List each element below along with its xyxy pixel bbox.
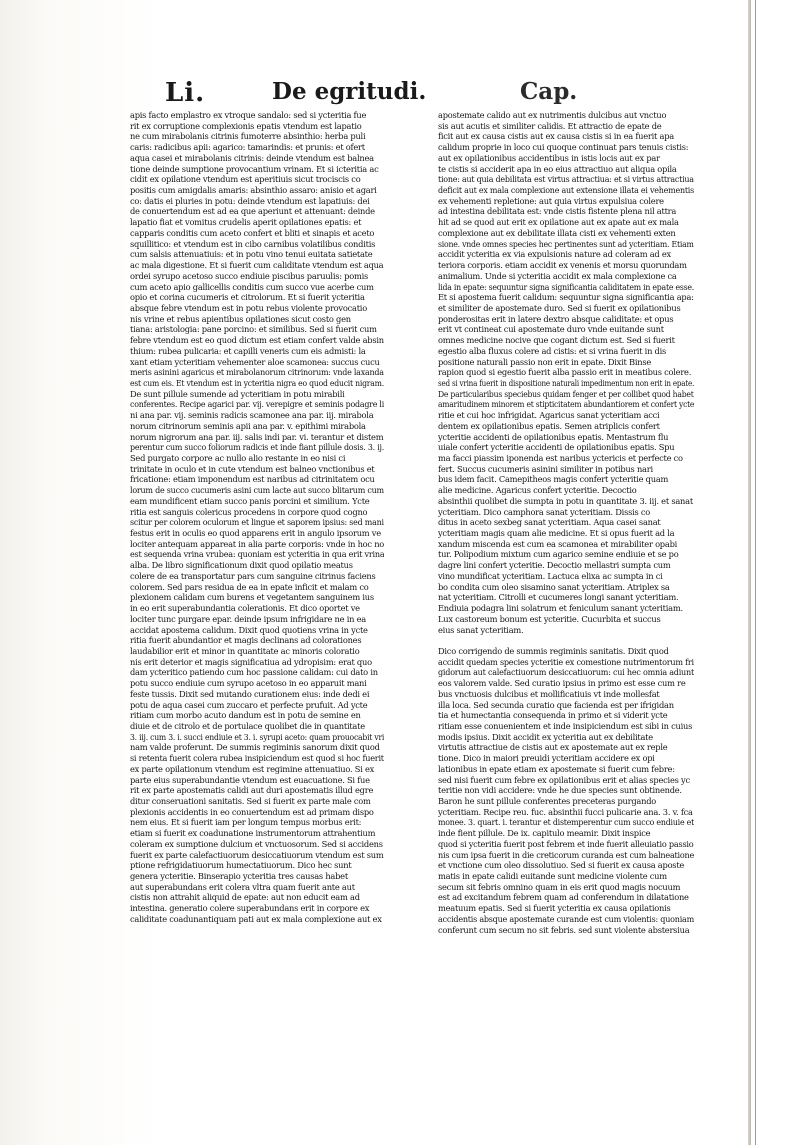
text-line: conferentes. Recipe agarici par. vij. verepigre et seminis podagre li: [130, 399, 384, 410]
text-line: ordei syrupo acetoso succo endiuie piscibus paruulis: pomis: [130, 270, 369, 281]
text-line: accidit ycteritia ex via expulsionis nature ad coleram ad ex: [438, 249, 671, 260]
text-line: feste tussis. Dixit sed mutando curationem eius: inde dedi ei: [130, 688, 370, 699]
text-line: ac mala digestione. Et si fuerit cum caliditate vtendum est aqua: [130, 260, 384, 271]
text-line: apostemate calido aut ex nutrimentis dulcibus aut vnctuo: [438, 110, 667, 120]
text-line: ritie et cui hoc infrigidat. Agaricus sanat ycteritiam acci: [438, 410, 660, 421]
text-line: matis in epate calidi euitande sunt medicine violente cum: [438, 871, 667, 882]
text-line: norum nigrorum ana par. iij. salis indi par. vi. terantur et distem: [130, 431, 384, 442]
text-line: tiana: aristologia: pane porcino: et similibus. Sed si fuerit cum: [130, 324, 377, 335]
text-line: parte eius superabundantie vtendum est euacuatione. Si fue: [130, 774, 370, 785]
text-line: squillitico: et vtendum est in cibo carnibus volatilibus conditis: [130, 238, 376, 249]
text-line: aut ex opilationibus accidentibus in istis locis aut ex par: [438, 152, 660, 163]
text-line: absque febre vtendum est in potu rebus violente provocatio: [130, 302, 367, 313]
folio-number: Li.: [165, 78, 206, 108]
text-line: lationibus in epate etiam ex apostemate si fuerit cum febre:: [438, 763, 675, 774]
text-line: teritie non vidi accidere: vnde he due species sunt obtinende.: [438, 785, 682, 796]
text-line: sione. vnde omnes species hec pertinentes sunt ad ycteritiam. Etiam: [438, 238, 694, 249]
text-line: modis ipsius. Dixit accidit ex ycteritia aut ex debilitate: [438, 731, 653, 742]
text-line: perentur cum succo foliorum radicis et inde fiant pillule dosis. 3. ij.: [130, 442, 384, 453]
text-line: Endiuia podagra lini solatrum et feniculum sanant ycteritiam.: [438, 603, 683, 614]
text-line: cidit ex opilatione vtendum est aperitiuis sicut trociscis co: [130, 174, 361, 185]
text-line: dagre lini confert ycteritie. Decoctio mellastri sumpta cum: [438, 560, 671, 571]
text-line: ex parte opilationum vtendum est regimine attenuatiuo. Si ex: [130, 763, 375, 774]
text-line: lorum de succo cucumeris asini cum lacte aut succo blitarum cum: [130, 485, 384, 496]
text-line: est cum eis. Et vtendum est in ycteritia nigra eo quod educit nigram.: [130, 377, 384, 388]
text-line: Lux castoreum bonum est ycteritie. Cucurbita et succus: [438, 613, 661, 624]
text-line: tur. Polipodium mixtum cum agarico semine endiuie et se po: [438, 549, 679, 560]
text-line: eos valorem valde. Sed curatio ipsius in primo est esse cum re: [438, 678, 686, 689]
text-line: virtutis attractiue de cistis aut ex apostemate aut ex reple: [438, 742, 668, 753]
text-line: est ad excitandum febrem quam ad conferendum in dilatatione: [438, 892, 689, 903]
text-line: fricatione: etiam imponendum est naribus ad citrinitatem ocu: [130, 474, 375, 485]
text-line: rit ex corruptione complexionis epatis vtendum est lapatio: [130, 120, 362, 131]
text-line: ritiam cum morbo acuto dandum est in potu de semine en: [130, 710, 361, 721]
text-line: illa loca. Sed secunda curatio que facienda est per ifrigidan: [438, 699, 674, 710]
text-line: xant etiam ycteritiam vehementer aloe scamonea: succus cucu: [130, 356, 380, 367]
text-line: plexionem calidam cum burens et vegetantem sanguinem ius: [130, 592, 374, 603]
page-edge-line: [755, 0, 756, 1145]
text-line: aqua casei et mirabolanis citrinis: deinde vtendum est balnea: [130, 152, 374, 163]
text-line: febre vtendum est eo quod dictum est etiam confert valde absin: [130, 335, 384, 346]
text-line: capparis conditis cum aceto confert et bliti et sinapis et aceto: [130, 227, 375, 238]
left-text-column: [130, 110, 384, 990]
text-line: ponderositas erit in latere dextro absque caliditate: et opus: [438, 313, 674, 324]
text-line: et vnctione cum oleo dissolutiuo. Sed si fuerit ex causa aposte: [438, 860, 685, 871]
text-line: ritiam esse conuenientem et inde insipiciendum est sibi in cuius: [438, 720, 693, 731]
text-line: rapion quod si egestio fuerit alba passio erit in meatibus colere.: [438, 367, 692, 378]
text-line: ni ana par. vij. seminis radicis scamonee ana par. iij. mirabola: [130, 410, 374, 421]
text-line: nat ycteritiam. Citrolli et cucumeres longi sanant ycteritiam.: [438, 592, 679, 603]
text-line: ritia fuerit abundantior et magis declinans ad colorationes: [130, 635, 362, 646]
text-line: accidit quedam species ycteritie ex comestione nutrimentorum fri: [438, 656, 694, 667]
text-line: ad intestina debilitata est: vnde cistis fistente plena nil attra: [438, 206, 677, 217]
text-line: tione. Dico in maiori preuidi ycteritiam accidere ex opi: [438, 753, 655, 764]
text-line: nem eius. Et si fuerit iam per longum tempus morbus erit:: [130, 817, 362, 828]
text-line: omnes medicine nocive que cogant dictum est. Sed si fuerit: [438, 335, 675, 346]
text-line: tia et humectantia consequenda in primo et si viderit ycte: [438, 710, 668, 721]
text-line: alie medicine. Agaricus confert ycteritie. Decoctio: [438, 485, 637, 496]
page-edge-shadow: [748, 0, 751, 1145]
text-line: laudabilior erit et minor in quantitate ac minoris coloratio: [130, 645, 360, 656]
text-line: De particularibus speciebus quidam fenger et per collibet quod habet: [438, 388, 694, 399]
text-line: tione deinde sumptione provocantium vrinam. Et si icteritia ac: [130, 163, 379, 174]
text-line: sed nisi fuerit cum febre ex opilationibus erit et alias species yc: [438, 774, 690, 785]
text-line: tione: aut quia debilitata est virtus attractiua: et si virtus attractiua: [438, 174, 694, 185]
text-line: ycteritie accidenti de opilationibus epatis. Mentastrum flu: [438, 431, 669, 442]
text-line: accidat apostema calidum. Dixit quod quotiens vrina in ycte: [130, 624, 368, 635]
text-line: colorem. Sed pars residua de ea in epate inficit et malam co: [130, 581, 369, 592]
text-line: lapatio fiat et vomitus crudelis aperit opilationes epatis: et: [130, 217, 362, 228]
text-line: ex vehementi repletione: aut quia virtus expulsiua colere: [438, 195, 664, 206]
text-line: egestio alba fluxus colere ad cistis: et si vrina fuerit in dis: [438, 345, 667, 356]
text-line: thium: rubea pulicaria: et capilli veneris cum eis admisti: la: [130, 345, 366, 356]
text-line: absinthii quolibet die sumpta in potu in quantitate 3. iij. et sanat: [438, 495, 693, 506]
text-line: in eo erit superabundantia colerationis. Et dico oportet ve: [130, 603, 360, 614]
text-line: potu de aqua casei cum zuccaro et perfecte prufuit. Ad ycte: [130, 699, 368, 710]
text-line: de conuertendum est ad ea que aperiunt et attenuant: deinde: [130, 206, 375, 217]
text-line: fuerit ex parte calefactiuorum desiccatiuorum vtendum est sum: [130, 849, 384, 860]
text-line: 3. iij. cum 3. i. succi endiuie et 3. i. syrupi aceto: quam prouocabit vri: [130, 731, 384, 742]
text-line: bus vnctuosis dulcibus et mollificatiuis vt inde mollesfat: [438, 688, 660, 699]
text-line: colere de ea transportatur pars cum sanguine citrinus faciens: [130, 570, 376, 581]
text-line: teriora corporis. etiam accidit ex venenis et morsu quorundam: [438, 260, 687, 271]
text-line: Et si apostema fuerit calidum: sequuntur signa significantia apa:: [438, 292, 694, 303]
text-line: dentem ex opilationibus epatis. Semen atriplicis confert: [438, 420, 660, 431]
text-line: meris asinini agaricus et mirabolanorum citrinorum: vnde laxanda: [130, 367, 384, 378]
text-line: nam valde proferunt. De summis regiminis sanorum dixit quod: [130, 742, 380, 753]
text-line: Dico corrigendo de summis regiminis sanitatis. Dixit quod: [438, 645, 669, 656]
text-line: amaritudinem minorem et stipticitatem abundantiorem et confert ycte: [438, 399, 694, 410]
text-line: opio et corina cucumeris et citrolorum. Et si fuerit ycteritia: [130, 292, 365, 303]
text-line: coleram ex sumptione dulcium et vnctuosorum. Sed si accidens: [130, 838, 383, 849]
text-line: alba. De libro significationum dixit quod opilatio meatus: [130, 560, 353, 571]
text-line: nis cum ipsa fuerit in die creticorum curanda est cum balneatione: [438, 849, 694, 860]
text-line: est sequenda vrina vrubea: quoniam est ycteritia in qua erit vrina: [130, 549, 384, 560]
text-line: conferunt cum secum no sit febris. sed sunt violente abstersiua: [438, 924, 690, 935]
text-line: potu succo endiuie cum syrupo acetoso in eo apparuit mani: [130, 678, 367, 689]
text-line: festus erit in oculis eo quod apparens erit in angulo ipsorum ve: [130, 528, 381, 539]
text-line: ptione refrigidatiuorum humectatiuorum. Dico hec sunt: [130, 860, 352, 871]
text-line: meatuum epatis. Sed si fuerit ycteritia ex causa opilationis: [438, 903, 671, 914]
chapter-heading: Cap.: [520, 78, 578, 105]
text-line: gidorum aut calefactiuorum desiccatiuorum: cui hec omnia adiunt: [438, 667, 694, 678]
text-line: lociter tunc purgare epar. deinde ipsum infrigidare ne in ea: [130, 613, 366, 624]
text-line: norum citrinorum seminis apii ana par. v. epithimi mirabola: [130, 420, 366, 431]
text-line: calidum proprie in loco cui quoque continuat pars tenuis cistis:: [438, 142, 689, 153]
text-line: ycteritiam magis quam alie medicine. Et si opus fuerit ad la: [438, 528, 675, 539]
running-title: De egritudi.: [272, 78, 427, 105]
text-line: nis vrine et rebus apientibus opilationes sicut costo gen: [130, 313, 351, 324]
text-line: accidentis absque apostemate curande est cum violentis: quoniam: [438, 913, 694, 924]
text-line: lida in epate: sequuntur signa significantia caliditatem in epate esse.: [438, 281, 694, 292]
text-line: Sed purgato corpore ac nullo alio restante in eo nisi ci: [130, 453, 346, 463]
text-line: secum sit febris omnino quam in eis erit quod magis nocuum: [438, 881, 681, 892]
text-line: uiale confert ycteritie accidenti de opilationibus epatis. Spu: [438, 442, 675, 453]
text-line: deficit aut ex mala complexione aut extensione illata ei vehementis: [438, 185, 694, 196]
text-line: sed si vrina fuerit in dispositione naturali impedimentum non erit in epate.: [438, 377, 694, 388]
text-line: De sunt pillule sumende ad ycteritiam in potu mirabili: [130, 388, 345, 399]
text-line: ma facci piassim iponenda est naribus yctericis et perfecte co: [438, 453, 683, 463]
text-line: cum aceto apio gallicellis conditis cum succo vue acerbe cum: [130, 281, 374, 292]
text-line: et similiter de apostemate duro. Sed si fuerit ex opilationibus: [438, 302, 681, 313]
text-line: trinitate in oculo et in cute vtendum est balneo vnctionibus et: [130, 463, 375, 474]
text-line: aut superabundans erit colera vltra quam fuerit ante aut: [130, 881, 355, 892]
text-line: ficit aut ex causa cistis aut ex causa cistis si in ea fuerit apa: [438, 131, 674, 142]
text-line: cistis non attrahit aliquid de epate: aut non educit eam ad: [130, 892, 360, 903]
text-line: positis cum amigdalis amaris: absinthio assaro: anisio et agari: [130, 185, 377, 196]
text-line: cum salsis attenuatiuis: et in potu vino tenui euitata satietate: [130, 249, 373, 260]
text-line: erit vt contineat cui apostemate duro vnde euitande sunt: [438, 324, 664, 335]
text-line: rit ex parte apostematis calidi aut duri apostematis illud egre: [130, 785, 374, 796]
text-line: xandum miscenda est cum ea scamonea et mirabiliter opabi: [438, 538, 678, 549]
text-line: fert. Succus cucumeris asinini similiter in potibus nari: [438, 463, 653, 474]
text-line: genera ycteritie. Binserapio ycteritia tres causas habet: [130, 871, 348, 882]
text-line: ritia est sanguis colericus procedens in corpore quod cogno: [130, 506, 368, 517]
text-line: hit ad se quod aut erit ex opilatione aut ex apate aut ex mala: [438, 217, 679, 228]
text-line: Baron he sunt pillule conferentes preceteras purgando: [438, 796, 657, 806]
text-line: intestina. generatio colere superabundans erit in corpore ex: [130, 903, 370, 914]
right-text-column: [438, 110, 694, 990]
text-line: caliditate coadunantiquam pati aut ex mala complexione aut ex: [130, 913, 382, 924]
text-line: eius sanat ycteritiam.: [438, 624, 524, 635]
text-line: caris: radicibus apii: agarico: tamarindis: et prunis: et ofert: [130, 142, 365, 153]
text-line: dam ycteritico patiendo cum hoc passione calidam: cui dato in: [130, 667, 378, 678]
text-line: positione naturali passio non erit in epate. Dixit Binse: [438, 356, 651, 367]
text-line: ycteritiam. Recipe reu. fuc. absinthii fucci pulicarie ana. 3. v. fca: [438, 806, 693, 817]
text-line: lociter antequam appareat in alia parte corporis: vnde in hoc no: [130, 538, 384, 549]
text-line: ditur conseruationi sanitatis. Sed si fuerit ex parte male com: [130, 796, 371, 806]
text-line: nis erit deterior et magis significatiua ad ydropisim: erat quo: [130, 656, 372, 667]
text-line: scitur per colorem oculorum et lingue et saporem ipsius: sed mani: [130, 517, 384, 528]
text-line: te cistis si acciderit apa in eo eius attractiuo aut aliqua opila: [438, 163, 677, 174]
text-line: vino mundificat ycteritiam. Lactuca elixa ac sumpta in ci: [438, 570, 663, 581]
text-line: bus idem facit. Camepitheos magis confert ycteritie quam: [438, 474, 669, 485]
text-line: si retenta fuerit colera rubea insipiciendum est quod si hoc fuerit: [130, 753, 384, 764]
text-line: inde fient pillule. De ix. capitulo meamir. Dixit inspice: [438, 828, 651, 839]
text-line: ditus in aceto sexbeg sanat ycteritiam. Aqua casei sanat: [438, 517, 661, 528]
text-line: diuie et de citrolo et de portulace quolibet die in quantitate: [130, 720, 365, 731]
text-line: plexionis accidentis in eo conuertendum est ad primam dispo: [130, 806, 374, 817]
text-line: [438, 635, 694, 646]
text-line: quod si ycteritia fuerit post febrem et inde fuerit alleuiatio passio: [438, 838, 694, 849]
text-line: bo condita cum oleo sisamino sanat ycteritiam. Atriplex sa: [438, 581, 670, 592]
text-line: sis aut acutis et similiter calidis. Et attractio de epate de: [438, 120, 662, 131]
text-line: etiam si fuerit ex coadunatione instrumentorum attrahentium: [130, 828, 376, 839]
text-line: complexione aut ex debilitate illata cisti ex vehementi exten: [438, 227, 676, 238]
text-line: co: datis ei pluries in potu: deinde vtendum est lapatiuis: dei: [130, 195, 370, 206]
text-line: eam mundificent etiam succo panis porcini et similium. Ycte: [130, 495, 370, 506]
text-line: animalium. Unde si ycteritia accidit ex mala complexione ca: [438, 270, 677, 281]
text-line: apis facto emplastro ex vtroque sandalo: sed si ycteritia fue: [130, 110, 367, 120]
text-line: monee. 3. quart. i. terantur et distemperentur cum succo endiuie et: [438, 817, 694, 828]
text-line: ne cum mirabolanis citrinis fumoterre absinthio: herba puli: [130, 131, 366, 142]
text-line: ycteritiam. Dico camphora sanat ycteritiam. Dissis co: [438, 506, 651, 517]
